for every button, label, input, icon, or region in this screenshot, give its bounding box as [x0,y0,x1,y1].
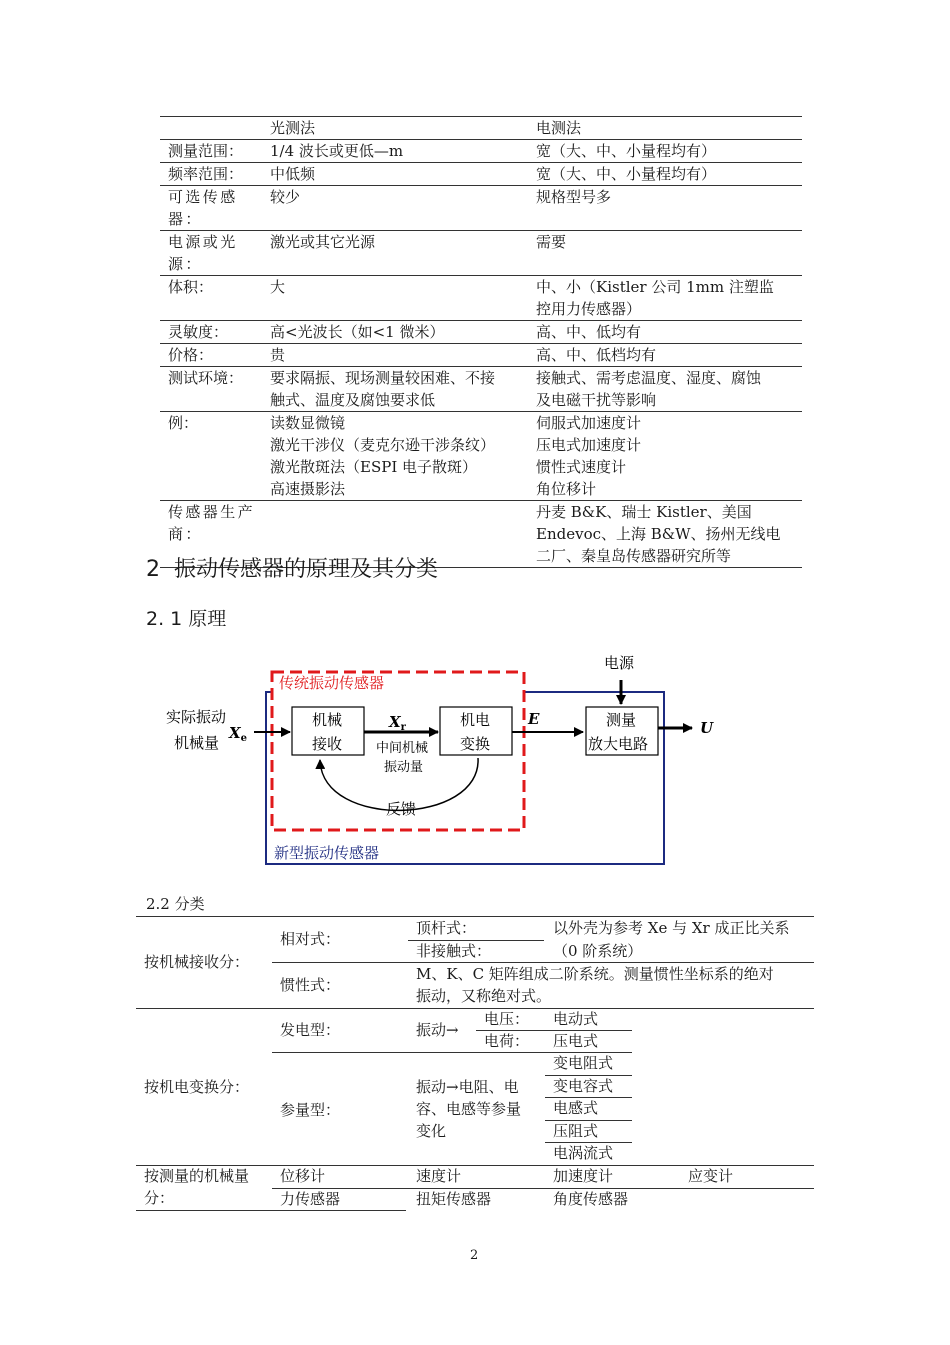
electrical-cell-line: 角位移计 [536,480,597,498]
table-row [160,366,802,411]
section-2-heading [146,552,438,583]
electrical-cell [536,186,802,230]
electrical-cell-line: 需要 [536,233,567,251]
input-label-line2: 机械量 [174,734,220,752]
optical-cell-line: 激光或其它光源 [270,233,376,251]
row-label: 例： [168,414,199,432]
optical-cell [270,231,536,275]
electrical-cell-line: 高、中、低档均有 [536,346,657,364]
row-label: 灵敏度： [168,323,229,341]
param-desc-3: 变化 [416,1122,447,1140]
measure-item: 位移计 [280,1167,326,1185]
electrical-cell-line: 控用力传感器） [536,300,642,318]
electrical-cell-line: 规格型号多 [536,188,612,206]
electrical-cell-line: 压电式加速度计 [536,436,642,454]
box3-text-1: 测量 [606,711,637,729]
mid-label-1: 中间机械 [376,741,429,756]
measure-item: 速度计 [416,1167,462,1185]
row-label: 测试环境： [168,369,244,387]
optical-cell-line: 大 [270,278,286,296]
table-row [160,162,802,185]
optical-cell [270,276,536,320]
inertial-desc-2: 振动，又称绝对式。 [416,987,552,1005]
table-row [160,411,802,500]
header-cell [160,117,270,139]
header-cell: 光测法 [270,119,316,137]
optical-cell-line: 高速摄影法 [270,480,346,498]
relative-desc-1: 以外壳为参考 Xe 与 Xr 成正比关系 [553,919,790,937]
table-header-row [160,116,802,139]
rule-group3-mid [272,1188,814,1189]
charge-label: 电荷： [484,1032,530,1050]
xe-symbol: $X_e$ [229,724,248,744]
optical-cell [270,412,536,500]
table-row [160,275,802,320]
table-row [160,320,802,343]
row-label: 可选传感器： [168,188,238,228]
optical-cell-line: 中低频 [270,165,316,183]
electrical-cell [536,412,802,500]
charge-type: 压电式 [553,1032,599,1050]
rule-group1 [136,1008,814,1009]
optical-cell [270,344,536,366]
relative-label: 相对式： [280,930,341,948]
power-label: 电源 [604,654,635,672]
comparison-table [160,116,802,568]
electrical-cell [536,140,802,162]
voltage-type: 电动式 [553,1010,599,1028]
optical-cell [270,140,536,162]
optical-cell-line: 激光干涉仪（麦克尔逊干涉条纹） [270,436,496,454]
section-2-1-heading: 2. 1 原理 [146,608,227,630]
param-desc-1: 振动→电阻、电 [416,1078,519,1096]
electrical-cell [536,321,802,343]
electrical-cell-line: 接触式、需考虑温度、湿度、腐蚀 [536,369,762,387]
row-label: 传感器生产商： [168,503,256,543]
section-title: 振动传感器的原理及其分类 [174,557,439,582]
row-label: 电源或光源： [168,233,238,273]
electrical-cell-line: 宽（大、中、小量程均有） [536,165,717,183]
optical-cell-line: 高<光波长（如<1 微米） [270,323,445,341]
param-type: 电感式 [553,1099,599,1117]
optical-cell-line: 贵 [270,346,286,364]
group1-label: 按机械接收分： [144,953,250,971]
ding-label: 顶杆式： [416,919,477,937]
input-label-line1: 实际振动 [166,708,227,726]
electrical-cell-line: Endevoc、上海 B&W、扬州无线电 [536,525,781,543]
mid-label-2: 振动量 [384,760,424,775]
electrical-cell-line: 丹麦 B&K、瑞士 Kistler、美国 [536,503,752,521]
param-type: 压阻式 [553,1122,599,1140]
group3-label-2: 分： [144,1189,175,1207]
traditional-sensor-label: 传统振动传感器 [279,674,385,692]
optical-cell [270,321,536,343]
param-type: 电涡流式 [553,1144,614,1162]
electrical-cell-line: 伺服式加速度计 [536,414,642,432]
table-row [160,139,802,162]
header-cell: 电测法 [536,119,582,137]
rule-top [136,916,814,917]
electrical-cell-line: 宽（大、中、小量程均有） [536,142,717,160]
sensor-block-diagram [0,640,950,880]
electrical-cell-line: 高、中、低均有 [536,323,642,341]
inertial-desc-1: M、K、C 矩阵组成二阶系统。测量惯性坐标系的绝对 [416,965,774,983]
table-row [160,343,802,366]
electrical-cell-line: 及电磁干扰等影响 [536,391,657,409]
measure-item: 应变计 [688,1167,734,1185]
param-type: 变电容式 [553,1077,614,1095]
row-label: 价格： [168,346,214,364]
group3-label-1: 按测量的机械量 [144,1167,250,1185]
optical-cell-line: 要求隔振、现场测量较困难、不接 [270,369,496,387]
relative-desc-2: （0 阶系统） [553,942,643,960]
feedback-label: 反馈 [386,800,417,818]
rule-bottom [136,1210,406,1211]
new-sensor-label: 新型振动传感器 [274,844,380,862]
row-label: 体积： [168,278,214,296]
box1-text-2: 接收 [312,735,343,753]
optical-cell-line: 读数显微镜 [270,414,346,432]
row-label: 测量范围： [168,142,244,160]
electrical-cell-line: 二厂、秦皇岛传感器研究所等 [536,547,732,565]
optical-cell-line: 较少 [270,188,301,206]
e-symbol: E [528,710,540,728]
gen-label: 发电型： [280,1021,341,1039]
box3-text-2: 放大电路 [588,735,649,753]
optical-cell [270,163,536,185]
optical-cell [270,367,536,411]
xr-symbol: $X_r$ [389,713,406,733]
optical-cell [270,186,536,230]
measure-item: 加速度计 [553,1167,614,1185]
section-2-2-heading: 2.2 分类 [146,895,205,913]
electrical-cell-line: 中、小（Kistler 公司 1mm 注塑监 [536,278,774,296]
param-desc-2: 容、电感等参量 [416,1100,522,1118]
page-number: 2 [470,1248,479,1263]
measure-item: 扭矩传感器 [416,1190,492,1208]
electrical-cell [536,344,802,366]
gen-vib: 振动→ [416,1021,459,1039]
optical-cell-line: 触式、温度及腐蚀要求低 [270,391,436,409]
section-number: 2 [146,557,160,582]
electrical-cell [536,367,802,411]
measure-item: 力传感器 [280,1190,341,1208]
nocontact-label: 非接触式： [416,942,492,960]
electrical-cell [536,163,802,185]
u-symbol: U [700,719,714,737]
row-label: 频率范围： [168,165,244,183]
group2-label: 按机电变换分： [144,1078,250,1096]
electrical-cell [536,276,802,320]
voltage-label: 电压： [484,1010,530,1028]
optical-cell-line: 1/4 波长或更低—m [270,142,404,160]
measure-item: 角度传感器 [553,1190,629,1208]
box2-text-2: 变换 [460,735,491,753]
rule-relative [272,962,814,963]
electrical-cell [536,501,802,567]
electrical-cell [536,231,802,275]
box1-text-1: 机械 [312,711,343,729]
table-row [160,230,802,275]
electrical-cell-line: 惯性式速度计 [536,458,627,476]
box2-text-1: 机电 [460,711,491,729]
optical-cell-line: 激光散斑法（ESPI 电子散斑） [270,458,478,476]
inertial-label: 惯性式： [280,976,341,994]
table-row [160,185,802,230]
param-type: 变电阻式 [553,1054,614,1072]
param-label: 参量型： [280,1101,341,1119]
